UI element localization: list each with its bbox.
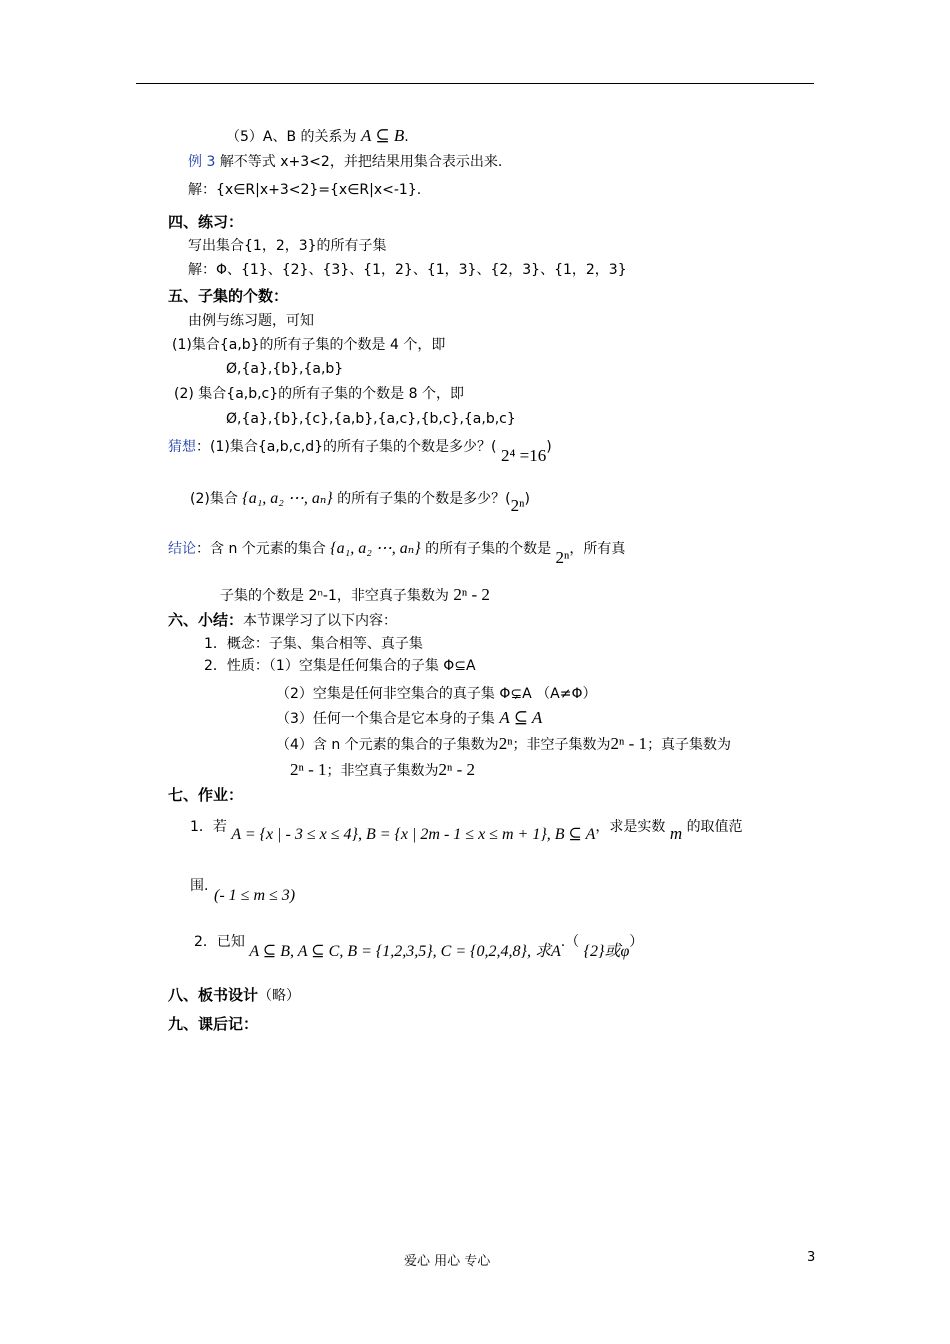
- subsets-ab-list: Ø,{a},{b},{a,b}: [226, 361, 344, 377]
- section-9-heading: 九、课后记：: [168, 1015, 259, 1033]
- guess-1: 猜想：(1)集合{a,b,c,d}的所有子集的个数是多少？( 2⁴ =16): [168, 439, 552, 465]
- summary-property-3: （3）任何一个集合是它本身的子集 A ⊆ A: [276, 708, 543, 727]
- section-7-heading: 七、作业：: [168, 786, 244, 804]
- section-4-heading: 四、练习：: [168, 213, 244, 231]
- solution: 解：{x∈R|x+3<2}={x∈R|x<-1}.: [188, 182, 422, 198]
- section-8: 八、板书设计（略）: [168, 986, 301, 1004]
- homework-1-range: 围.: [190, 878, 209, 894]
- section-6: 六、小结：本节课学习了以下内容：: [168, 611, 398, 629]
- subsets-abc-list: Ø,{a},{b},{c},{a,b},{a,c},{b,c},{a,b,c}: [226, 411, 516, 427]
- summary-concepts: 1．概念：子集、集合相等、真子集: [204, 636, 423, 652]
- conclusion-2: 子集的个数是 2ⁿ-1，非空真子集数为 2ⁿ - 2: [220, 585, 490, 604]
- footer-text: 爱心 用心 专心: [404, 1254, 491, 1269]
- summary-property-1: 2．性质：（1）空集是任何集合的子集 Φ⊆A: [204, 658, 476, 674]
- homework-1: 1．若 A = {x | - 3 ≤ x ≤ 4}, B = {x | 2m - 1 ≤ x ≤ m + 1}, B ⊆ A，求是实数 m 的取值范: [190, 819, 743, 843]
- subsets-ab: (1)集合{a,b}的所有子集的个数是 4 个，即: [172, 337, 446, 353]
- homework-1-answer: (- 1 ≤ m ≤ 3): [214, 887, 296, 904]
- line-relation: （5）A、B 的关系为 A ⊆ B.: [226, 126, 409, 145]
- example-label: 例 3: [188, 154, 216, 170]
- practice-solution: 解：Φ、{1}、{2}、{3}、{1，2}、{1，3}、{2，3}、{1，2，3}: [188, 262, 627, 278]
- subsets-intro: 由例与练习题，可知: [188, 313, 314, 329]
- summary-property-2: （2）空集是任何非空集合的真子集 Φ⊊A （A≠Φ）: [276, 686, 597, 702]
- homework-2: 2．已知 A ⊆ B, A ⊆ C, B = {1,2,3,5}, C = {0,2,4,8}, 求A.（ {2}或φ）: [194, 934, 644, 960]
- subsets-abc: (2) 集合{a,b,c}的所有子集的个数是 8 个，即: [174, 386, 464, 402]
- summary-property-4: （4）含 n 个元素的集合的子集数为2ⁿ；非空子集数为2ⁿ - 1；真子集数为: [276, 734, 732, 753]
- guess-label: 猜想: [168, 439, 196, 455]
- example-3: 例 3 解不等式 x+3<2，并把结果用集合表示出来.: [188, 154, 503, 170]
- summary-property-4-cont: 2ⁿ - 1；非空真子集数为2ⁿ - 2: [290, 760, 476, 779]
- conclusion-1: 结论：含 n 个元素的集合 {a₁, a₂ ⋯, aₙ} 的所有子集的个数是 2ⁿ，所有真: [168, 540, 626, 567]
- guess-2: (2)集合 {a₁, a₂ ⋯, aₙ} 的所有子集的个数是多少？(2ⁿ): [190, 490, 530, 515]
- page-number: 3: [807, 1250, 816, 1265]
- header-rule: [136, 83, 814, 84]
- practice-text: 写出集合{1，2，3}的所有子集: [188, 238, 387, 254]
- section-5-heading: 五、子集的个数：: [168, 287, 289, 305]
- conclusion-label: 结论: [168, 541, 196, 557]
